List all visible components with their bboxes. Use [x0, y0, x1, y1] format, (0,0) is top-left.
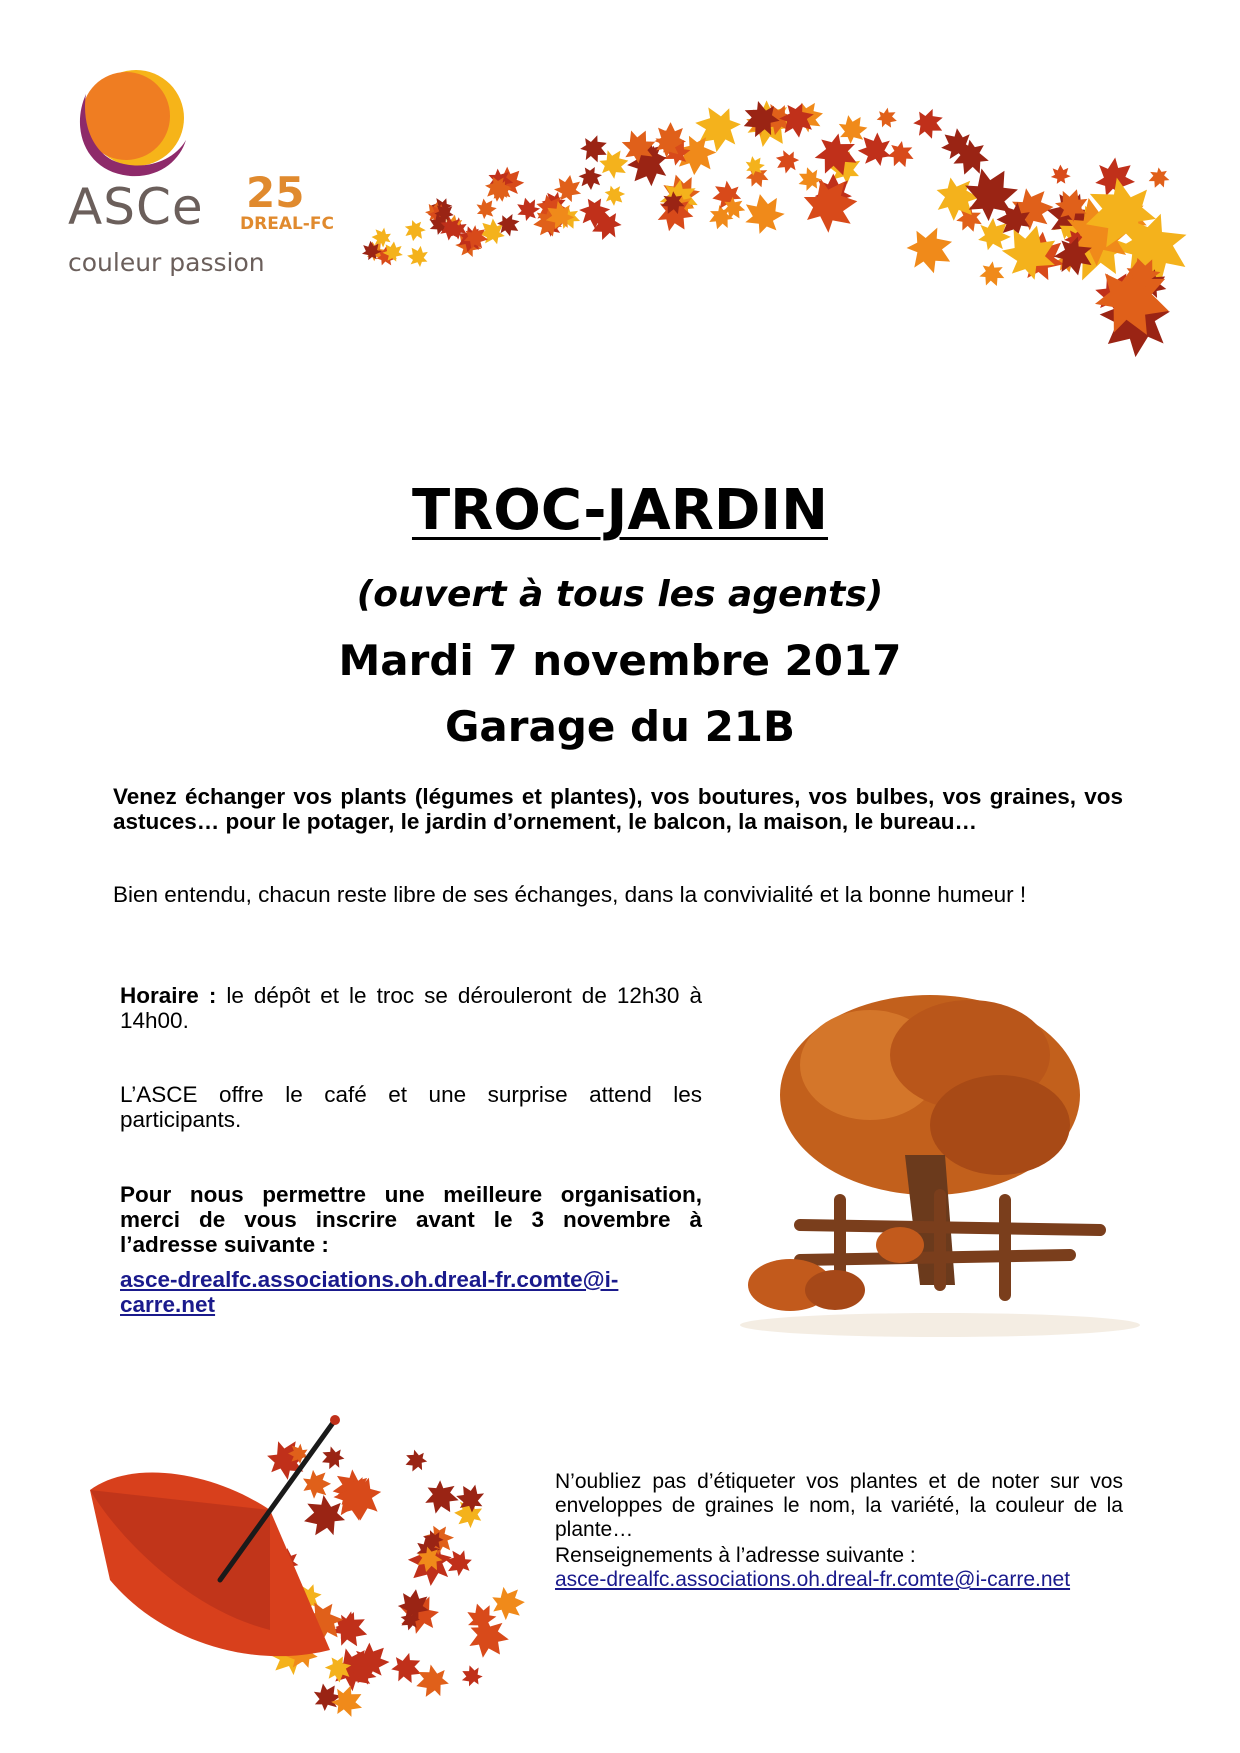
autumn-leaves-illustration [360, 50, 1190, 420]
leaf-shape [1050, 164, 1071, 184]
logo-dreal: DREAL-FC [240, 214, 334, 234]
leaf-shape [403, 241, 432, 270]
leaf-shape [443, 1547, 474, 1578]
leaf-shape [900, 219, 962, 281]
schedule-paragraph [120, 983, 702, 1033]
leaf-shape [771, 146, 803, 178]
schedule-text: le dépôt et le troc se dérouleront de 12h30 à 14h00. [120, 983, 702, 1033]
leaf-shape [492, 1586, 526, 1621]
event-date: Mardi 7 novembre 2017 [338, 636, 902, 685]
intro-paragraph-2: Bien entendu, chacun reste libre de ses échanges, dans la convivialité et la bonne humeur ! [113, 882, 1027, 907]
leaf-shape [976, 259, 1008, 291]
asce-wordmark: ASCe [68, 178, 204, 236]
logo-tagline: couleur passion [68, 248, 265, 277]
leaf-shape [1145, 165, 1172, 192]
registration-paragraph: Pour nous permettre une meilleure organisation, merci de vous inscrire avant le 3 novembre à l’adresse suivante : [120, 1182, 702, 1257]
umbrella-leaves-illustration [70, 1400, 540, 1720]
leaf-shape [578, 167, 603, 191]
asce-sun-icon [68, 60, 208, 185]
logo-number: 25 [246, 168, 305, 217]
leaf-shape [402, 1447, 430, 1475]
leaf-shape [909, 104, 949, 144]
leaf-shape [875, 106, 900, 131]
registration-email-link[interactable] [120, 1267, 702, 1317]
asce-logo [68, 60, 338, 290]
info-label: Renseignements à l’adresse suivante : [555, 1544, 916, 1567]
leaf-shape [318, 1443, 347, 1473]
intro-paragraph: Venez échanger vos plants (légumes et plantes), vos boutures, vos bulbes, vos graines, vos astuces… pour le potager, le jardin d’ornement, le balcon, la maison, le bureau… [113, 784, 1123, 834]
leaf-shape [740, 190, 788, 236]
labeling-note: N’oubliez pas d’étiqueter vos plantes et de noter sur vos enveloppes de graines le nom, la variété, la couleur de la plante… [555, 1470, 1123, 1541]
leaf-shape [601, 181, 630, 210]
event-subtitle: (ouvert à tous les agents) [356, 574, 884, 615]
event-title: TROC-JARDIN [411, 478, 829, 543]
info-email-link[interactable]: asce-drealfc.associations.oh.dreal-fr.comte@i-carre.net [555, 1568, 1071, 1591]
email-line-2: carre.net [120, 1292, 216, 1317]
leaf-shape [303, 1469, 332, 1499]
leaf-shape [411, 1661, 451, 1702]
leaf-shape [403, 219, 428, 243]
autumn-tree-illustration [740, 985, 1140, 1345]
schedule-label: Horaire : [120, 983, 217, 1008]
coffee-paragraph: L’ASCE offre le café et une surprise attend les participants. [120, 1082, 702, 1132]
leaf-shape [457, 1662, 485, 1690]
event-place: Garage du 21B [444, 702, 796, 751]
email-line-1: asce-drealfc.associations.oh.dreal-fr.comte@i- [120, 1267, 619, 1292]
